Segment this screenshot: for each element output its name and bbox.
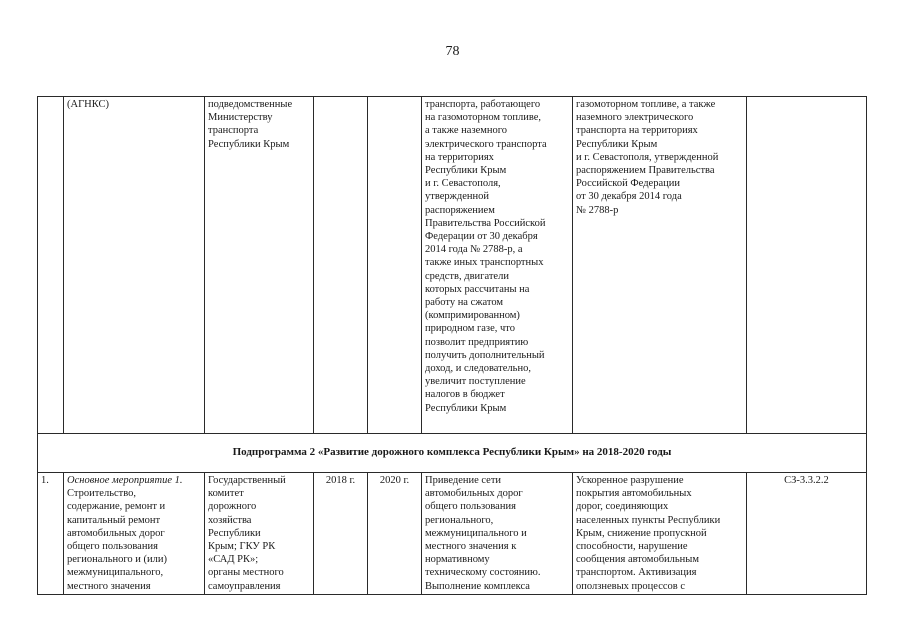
page-number: 78: [445, 44, 460, 59]
activity-text: Строительство, содержание, ремонт и капитальный ремонт автомобильных дорог общего пользования регионального и (или) межмуниципального, местного значения: [67, 488, 167, 592]
cell-result: транспорта, работающего на газомоторном топливе, а также наземного электрического транспорта на территориях Республики Крым и г. Севастополя, утвержденной распоряжением Правительства Российской Федерации от 30 декабря 2014 года № 2788-р, а также иных транспортных средств, двигатели которых рассчитаны на работу на сжатом (компримированном) природном газе, что позволит предприятию получить дополнительный доход, и следовательно, увеличит поступление налогов в бюджет Республики Крым: [422, 97, 573, 434]
cell-number: 1.: [38, 473, 64, 595]
cell-activity: (АГНКС): [64, 97, 205, 434]
program-table: [37, 96, 867, 595]
cell-start: [314, 97, 368, 434]
subprogram-heading: Подпрограмма 2 «Развитие дорожного комплекса Республики Крым» на 2018-2020 годы: [38, 434, 867, 473]
cell-number: [38, 97, 64, 434]
activity-label: Основное мероприятие 1.: [67, 475, 183, 486]
cell-end: [368, 97, 422, 434]
subprogram-heading-row: [38, 434, 867, 473]
cell-activity: [64, 473, 205, 595]
cell-consequences: Ускоренное разрушение покрытия автомобильных дорог, соединяющих населенных пункты Республики Крым, снижение пропускной способности, нарушение сообщения автомобильным транспортом. Активизация оползневых процессов с: [573, 473, 747, 595]
cell-start: 2018 г.: [314, 473, 368, 595]
cell-code: [747, 97, 867, 434]
cell-consequences: газомоторном топливе, а также наземного электрического транспорта на территориях Республики Крым и г. Севастополя, утвержденной распоряжением Правительства Российской Федерации от 30 декабря 2014 года № 2788-р: [573, 97, 747, 434]
cell-executor: подведомственные Министерству транспорта Республики Крым: [205, 97, 314, 434]
table-row: [38, 473, 867, 595]
cell-executor: Государственный комитет дорожного хозяйства Республики Крым; ГКУ РК «САД РК»; органы местного самоуправления: [205, 473, 314, 595]
cell-end: 2020 г.: [368, 473, 422, 595]
table-row-continued: [38, 97, 867, 434]
cell-result: Приведение сети автомобильных дорог общего пользования регионального, межмуниципального и местного значения к нормативному техническому состоянию. Выполнение комплекса: [422, 473, 573, 595]
cell-code: СЗ-3.3.2.2: [747, 473, 867, 595]
